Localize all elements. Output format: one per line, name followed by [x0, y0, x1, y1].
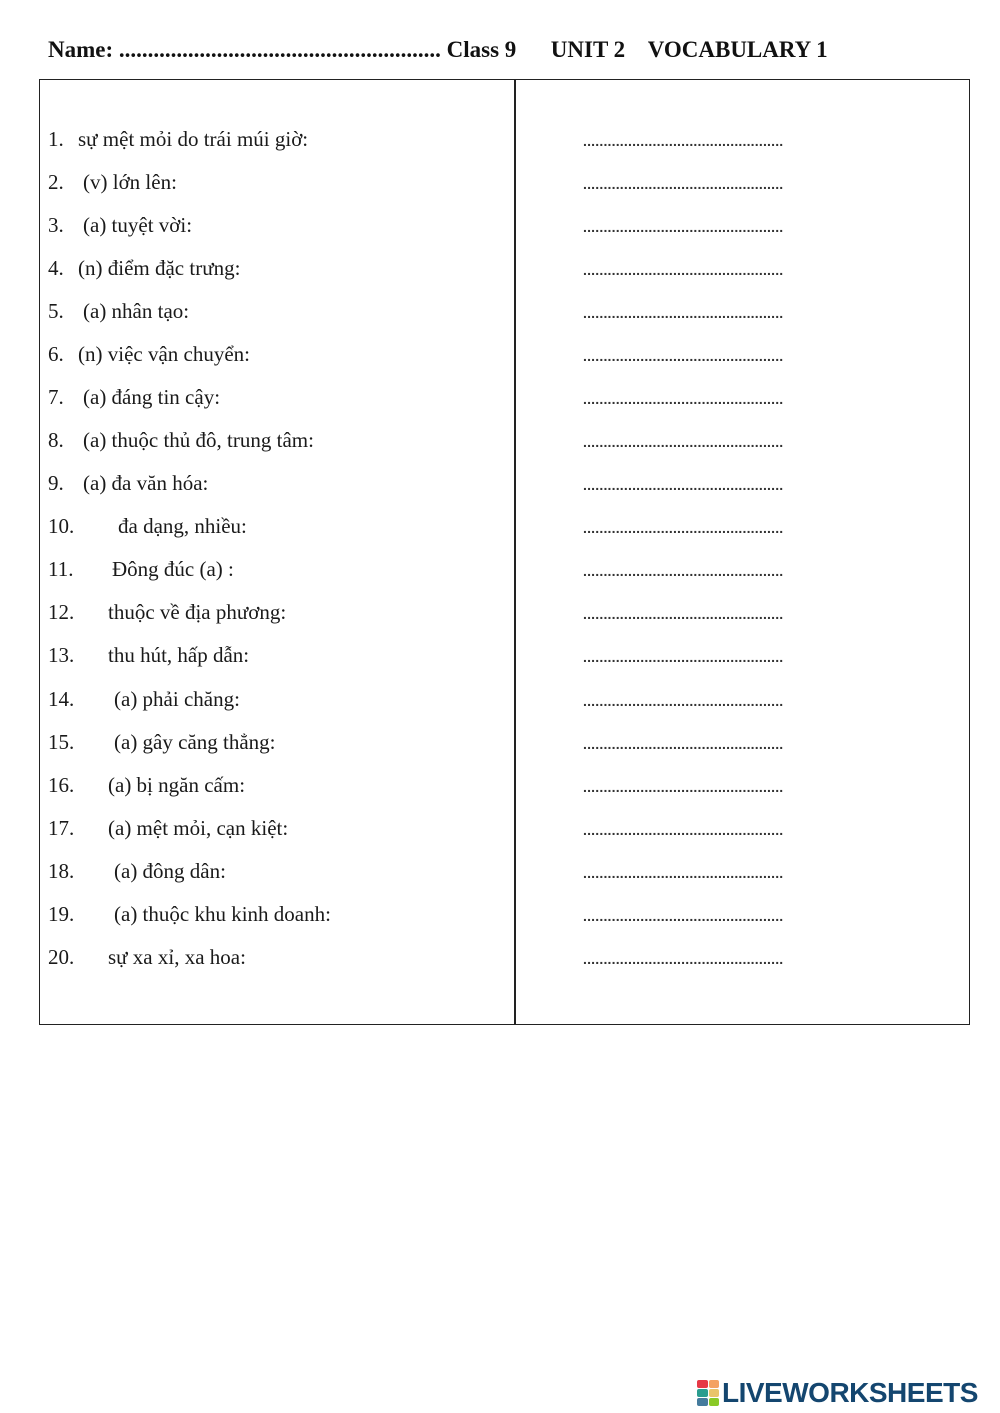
vocab-row — [40, 813, 969, 843]
vocab-row — [40, 296, 969, 326]
vietnamese-definition: (a) nhân tạo: — [83, 299, 190, 323]
item-number: 4. — [48, 256, 64, 280]
vietnamese-definition: (a) phải chăng: — [114, 687, 240, 711]
item-number: 20. — [48, 945, 75, 969]
vietnamese-definition: (n) việc vận chuyển: — [78, 342, 251, 366]
answer-blank[interactable]: ................................................. — [583, 176, 784, 192]
vietnamese-definition: (a) tuyệt vời: — [83, 213, 193, 237]
item-number: 5. — [48, 299, 64, 323]
vocab-row — [40, 468, 969, 498]
vocab-row — [40, 425, 969, 455]
answer-blank[interactable]: ................................................. — [583, 779, 784, 795]
item-number: 8. — [48, 428, 64, 452]
vietnamese-definition: (n) điểm đặc trưng: — [78, 256, 241, 280]
vocab-row — [40, 124, 969, 154]
answer-blank[interactable]: ................................................. — [583, 305, 784, 321]
vocab-row — [40, 856, 969, 886]
item-number: 13. — [48, 643, 75, 667]
vietnamese-definition: (a) thuộc khu kinh doanh: — [114, 902, 331, 926]
vietnamese-definition: (a) gây căng thẳng: — [114, 730, 276, 754]
vocab-row — [40, 770, 969, 800]
vietnamese-definition: thu hút, hấp dẫn: — [108, 643, 250, 667]
item-number: 1. — [48, 127, 64, 151]
vietnamese-definition: (a) bị ngăn cấm: — [108, 773, 246, 797]
logo-tile — [697, 1389, 708, 1397]
answer-blank[interactable]: ................................................. — [583, 736, 784, 752]
item-number: 9. — [48, 471, 64, 495]
item-number: 19. — [48, 902, 75, 926]
item-number: 16. — [48, 773, 75, 797]
vietnamese-definition: sự mệt mỏi do trái múi giờ: — [78, 127, 309, 151]
vietnamese-definition: thuộc về địa phương: — [108, 600, 287, 624]
answer-blank[interactable]: ................................................. — [583, 219, 784, 235]
logo-tile — [709, 1398, 720, 1406]
answer-blank[interactable]: ................................................. — [583, 606, 784, 622]
logo-tile — [697, 1398, 708, 1406]
vocab-row — [40, 339, 969, 369]
item-number: 10. — [48, 514, 75, 538]
logo-tile — [709, 1389, 720, 1397]
answer-blank[interactable]: ................................................. — [583, 133, 784, 149]
item-number: 6. — [48, 342, 64, 366]
logo-tile — [697, 1380, 708, 1388]
vocab-row — [40, 167, 969, 197]
worksheet-header: Name: ........................................................ Class 9 UNIT 2 VOCABULARY 1 — [48, 37, 828, 62]
vietnamese-definition: Đông đúc (a) : — [112, 557, 234, 581]
answer-blank[interactable]: ................................................. — [583, 951, 784, 967]
liveworksheets-logo — [697, 1376, 978, 1410]
item-number: 7. — [48, 385, 64, 409]
vietnamese-definition: sự xa xỉ, xa hoa: — [108, 945, 246, 969]
vocab-row — [40, 511, 969, 541]
vocab-row — [40, 684, 969, 714]
vocab-row — [40, 597, 969, 627]
answer-blank[interactable]: ................................................. — [583, 477, 784, 493]
item-number: 18. — [48, 859, 75, 883]
item-number: 14. — [48, 687, 75, 711]
vocab-row — [40, 253, 969, 283]
vocab-row — [40, 727, 969, 757]
item-number: 11. — [48, 557, 74, 581]
answer-blank[interactable]: ................................................. — [583, 865, 784, 881]
answer-blank[interactable]: ................................................. — [583, 908, 784, 924]
vietnamese-definition: (a) đa văn hóa: — [83, 471, 209, 495]
logo-text: LIVEWORKSHEETS — [722, 1377, 978, 1408]
vietnamese-definition: đa dạng, nhiều: — [118, 514, 247, 538]
answer-blank[interactable]: ................................................. — [583, 348, 784, 364]
vietnamese-definition: (a) thuộc thủ đô, trung tâm: — [83, 428, 314, 452]
vocab-row — [40, 640, 969, 670]
answer-blank[interactable]: ................................................. — [583, 391, 784, 407]
logo-tile — [709, 1380, 720, 1388]
item-number: 2. — [48, 170, 64, 194]
item-number: 12. — [48, 600, 75, 624]
vocab-row — [40, 210, 969, 240]
vietnamese-definition: (a) đông dân: — [114, 859, 226, 883]
vocab-row — [40, 554, 969, 584]
item-number: 15. — [48, 730, 75, 754]
answer-blank[interactable]: ................................................. — [583, 649, 784, 665]
vietnamese-definition: (v) lớn lên: — [83, 170, 177, 194]
answer-blank[interactable]: ................................................. — [583, 693, 784, 709]
vietnamese-definition: (a) đáng tin cậy: — [83, 385, 221, 409]
answer-blank[interactable]: ................................................. — [583, 822, 784, 838]
answer-blank[interactable]: ................................................. — [583, 434, 784, 450]
answer-blank[interactable]: ................................................. — [583, 563, 784, 579]
answer-blank[interactable]: ................................................. — [583, 262, 784, 278]
answer-blank[interactable]: ................................................. — [583, 520, 784, 536]
item-number: 3. — [48, 213, 64, 237]
vocab-row — [40, 942, 969, 972]
vocab-row — [40, 382, 969, 412]
liveworksheets-logo-icon — [697, 1380, 719, 1406]
item-number: 17. — [48, 816, 75, 840]
vocabulary-table — [39, 79, 970, 1025]
vocab-row — [40, 899, 969, 929]
vietnamese-definition: (a) mệt mỏi, cạn kiệt: — [108, 816, 289, 840]
